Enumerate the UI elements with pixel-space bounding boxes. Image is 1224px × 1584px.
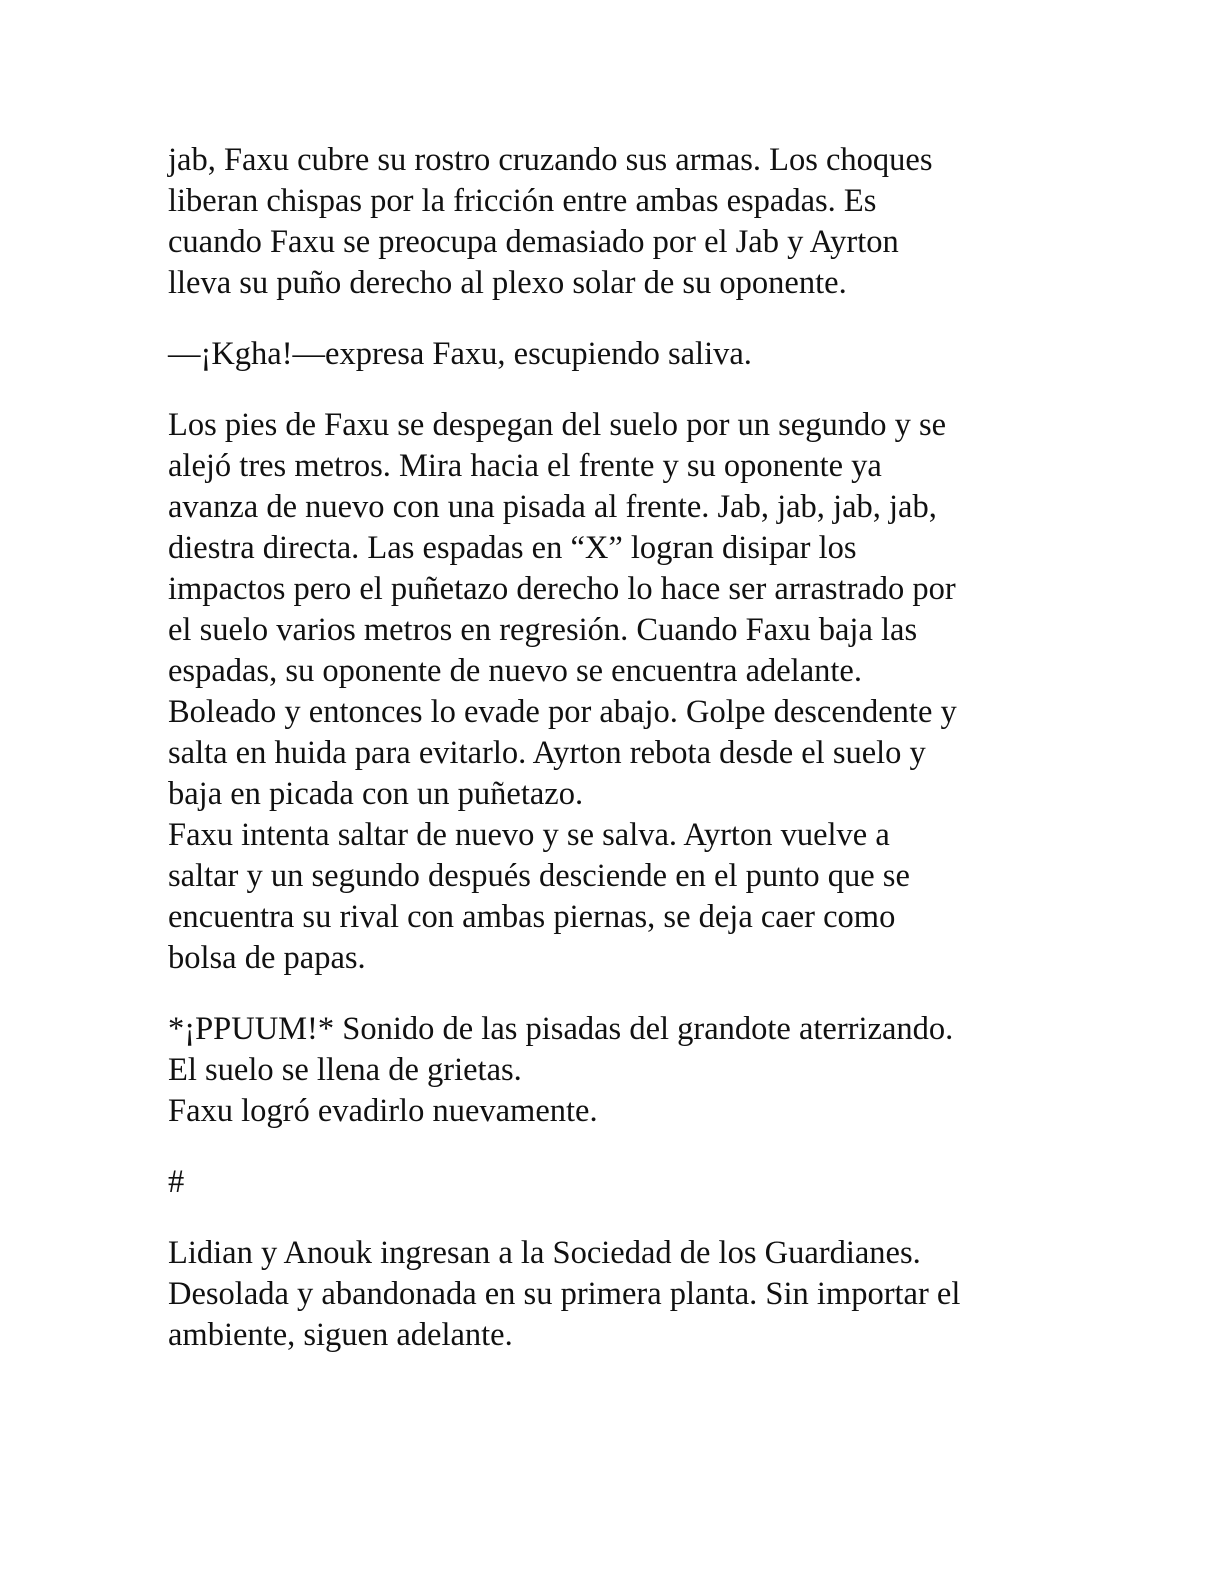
text-line: alejó tres metros. Mira hacia el frente y su oponente ya [168,448,882,484]
text-line: salta en huida para evitarlo. Ayrton rebota desde el suelo y [168,735,926,771]
text-line: encuentra su rival con ambas piernas, se deja caer como [168,899,896,935]
text-line: jab, Faxu cubre su rostro cruzando sus armas. Los choques [168,142,933,178]
text-line: Desolada y abandonada en su primera planta. Sin importar el [168,1276,961,1312]
text-line: el suelo varios metros en regresión. Cuando Faxu baja las [168,612,918,648]
text-line: El suelo se llena de grietas. [168,1052,522,1088]
text-line: Faxu logró evadirlo nuevamente. [168,1093,598,1129]
text-line: lleva su puño derecho al plexo solar de su oponente. [168,265,847,301]
text-line: Los pies de Faxu se despegan del suelo por un segundo y se [168,407,947,443]
text-line: Faxu intenta saltar de nuevo y se salva. Ayrton vuelve a [168,817,890,853]
text-line: saltar y un segundo después desciende en el punto que se [168,858,910,894]
paragraph-fight-exchange [168,140,1048,304]
paragraph-dialogue [168,334,1048,375]
text-line: bolsa de papas. [168,940,366,976]
paragraph-impact [168,1009,1048,1132]
text-line: —¡Kgha!—expresa Faxu, escupiendo saliva. [168,336,752,372]
text-line: avanza de nuevo con una pisada al frente. Jab, jab, jab, jab, [168,489,937,525]
text-line: baja en picada con un puñetazo. [168,776,584,812]
scene-break-mark: # [168,1164,185,1200]
text-line: ambiente, siguen adelante. [168,1317,513,1353]
text-line: diestra directa. Las espadas en “X” logran disipar los [168,530,857,566]
paragraph-new-scene [168,1233,1048,1356]
text-line: liberan chispas por la fricción entre ambas espadas. Es [168,183,877,219]
text-line: espadas, su oponente de nuevo se encuentra adelante. [168,653,862,689]
text-line: *¡PPUUM!* Sonido de las pisadas del grandote aterrizando. [168,1011,954,1047]
paragraph-fight-continues [168,405,1048,979]
document-page [168,140,1048,1386]
text-line: Boleado y entonces lo evade por abajo. Golpe descendente y [168,694,957,730]
scene-break [168,1162,1048,1203]
text-line: Lidian y Anouk ingresan a la Sociedad de los Guardianes. [168,1235,921,1271]
text-line: impactos pero el puñetazo derecho lo hace ser arrastrado por [168,571,956,607]
text-line: cuando Faxu se preocupa demasiado por el Jab y Ayrton [168,224,899,260]
